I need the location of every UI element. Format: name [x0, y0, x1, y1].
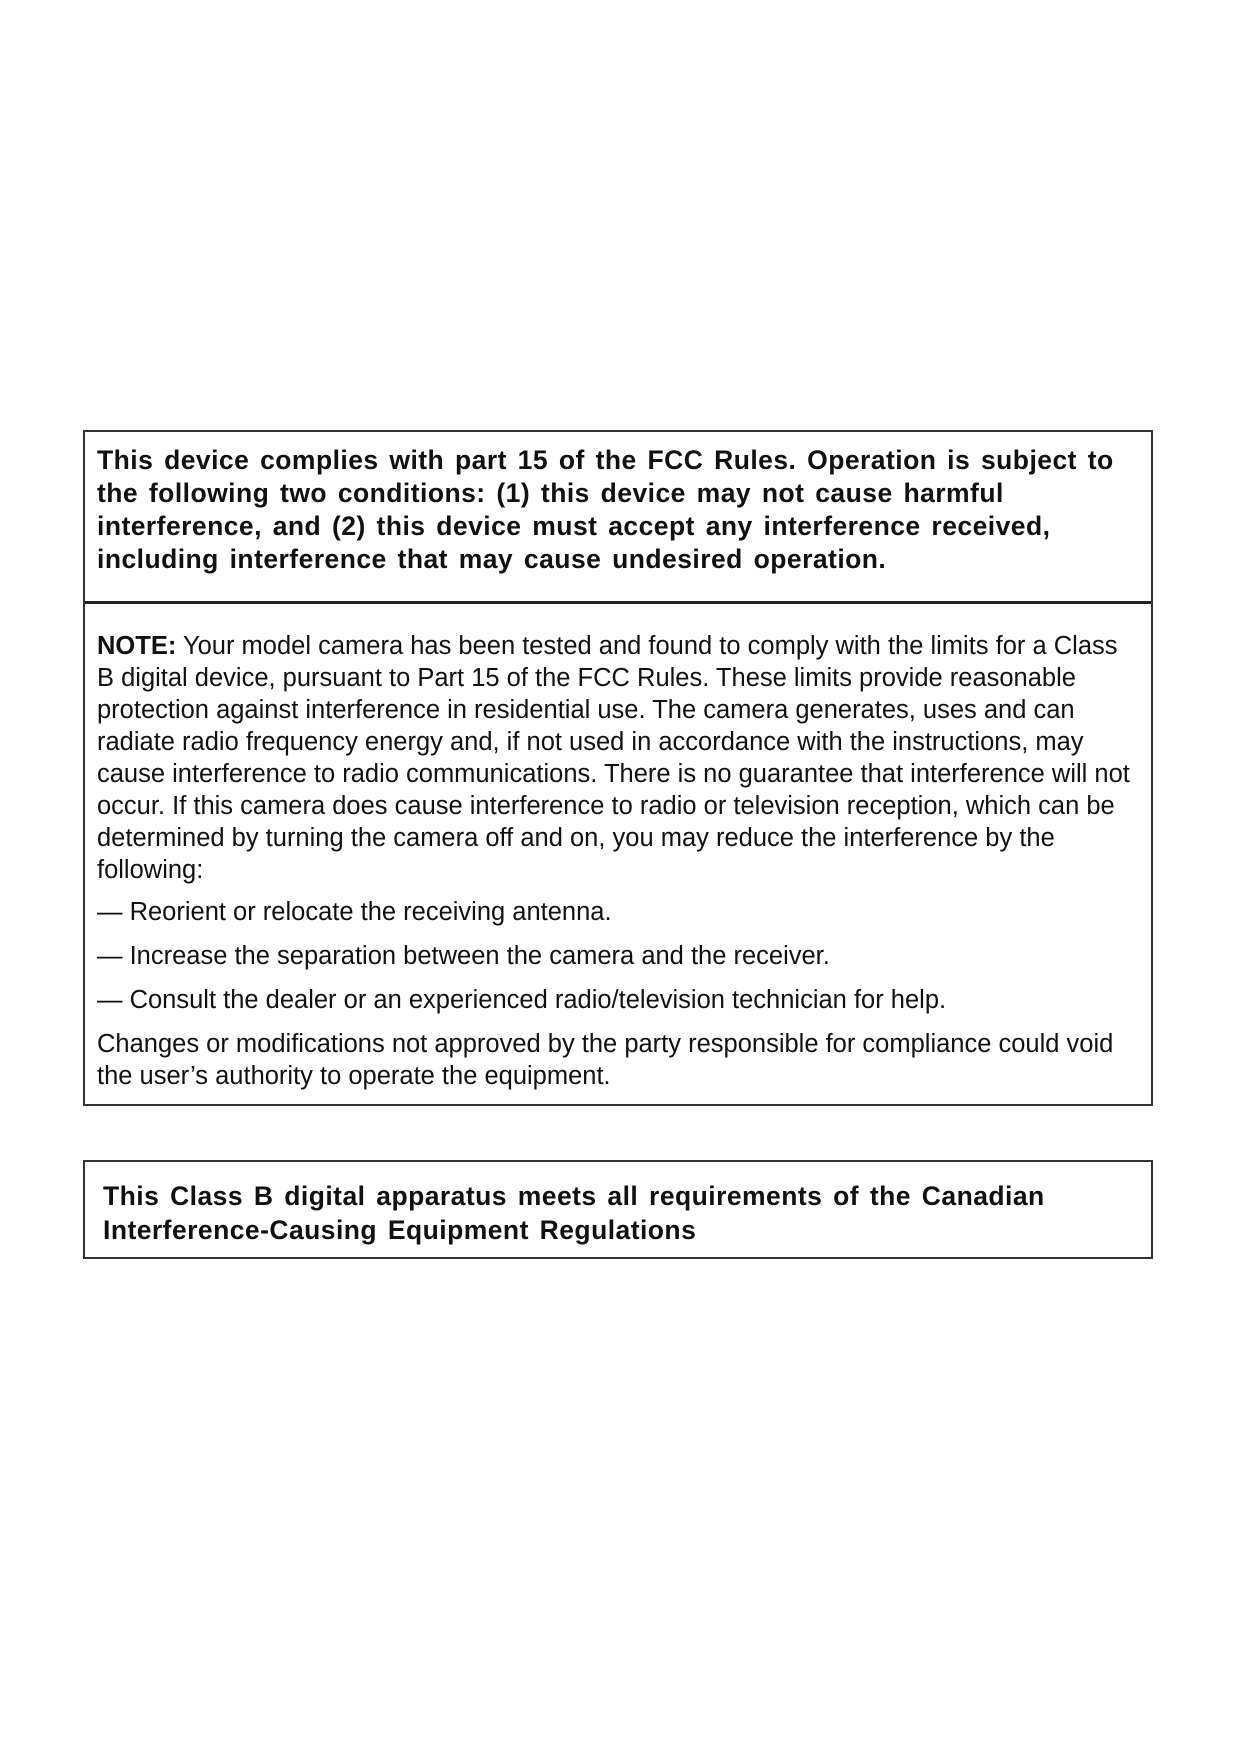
canada-notice-box: [83, 1160, 1153, 1259]
list-item: — Consult the dealer or an experienced radio/television technician for help.: [97, 986, 947, 1014]
list-item: — Increase the separation between the camera and the receiver.: [97, 942, 830, 970]
interference-measures-list: [97, 896, 1137, 1016]
note-label: NOTE:: [97, 632, 177, 660]
note-text: Your model camera has been tested and found to comply with the limits for a Class B digital device, pursuant to Part 15 of the FCC Rules. These limits provide reasonable protection against interference in residential use. The camera generates, uses and can radiate radio frequency energy and, if not used in accordance with the instructions, may cause interference to radio communications. There is no guarantee that interference will not occur. If this camera does cause interference to radio or television reception, which can be determined by turning the camera off and on, you may reduce the interference by the following:: [97, 632, 1130, 884]
modification-warning: Changes or modifications not approved by the party responsible for compliance could void the user’s authority to operate the equipment.: [97, 1030, 1114, 1090]
canada-compliance-statement: This Class B digital apparatus meets all requirements of the Canadian Interference-Causing Equipment Regulations: [103, 1181, 1045, 1245]
fcc-notice-box: [83, 430, 1153, 1106]
fcc-compliance-statement: This device complies with part 15 of the FCC Rules. Operation is subject to the following two conditions: (1) this device may not cause harmful interference, and (2) this device must accept any interference received, including interference that may cause undesired operation.: [85, 432, 1151, 604]
fcc-note-section: [85, 604, 1151, 1092]
list-item: — Reorient or relocate the receiving antenna.: [97, 898, 612, 926]
note-paragraph: [97, 630, 1137, 886]
